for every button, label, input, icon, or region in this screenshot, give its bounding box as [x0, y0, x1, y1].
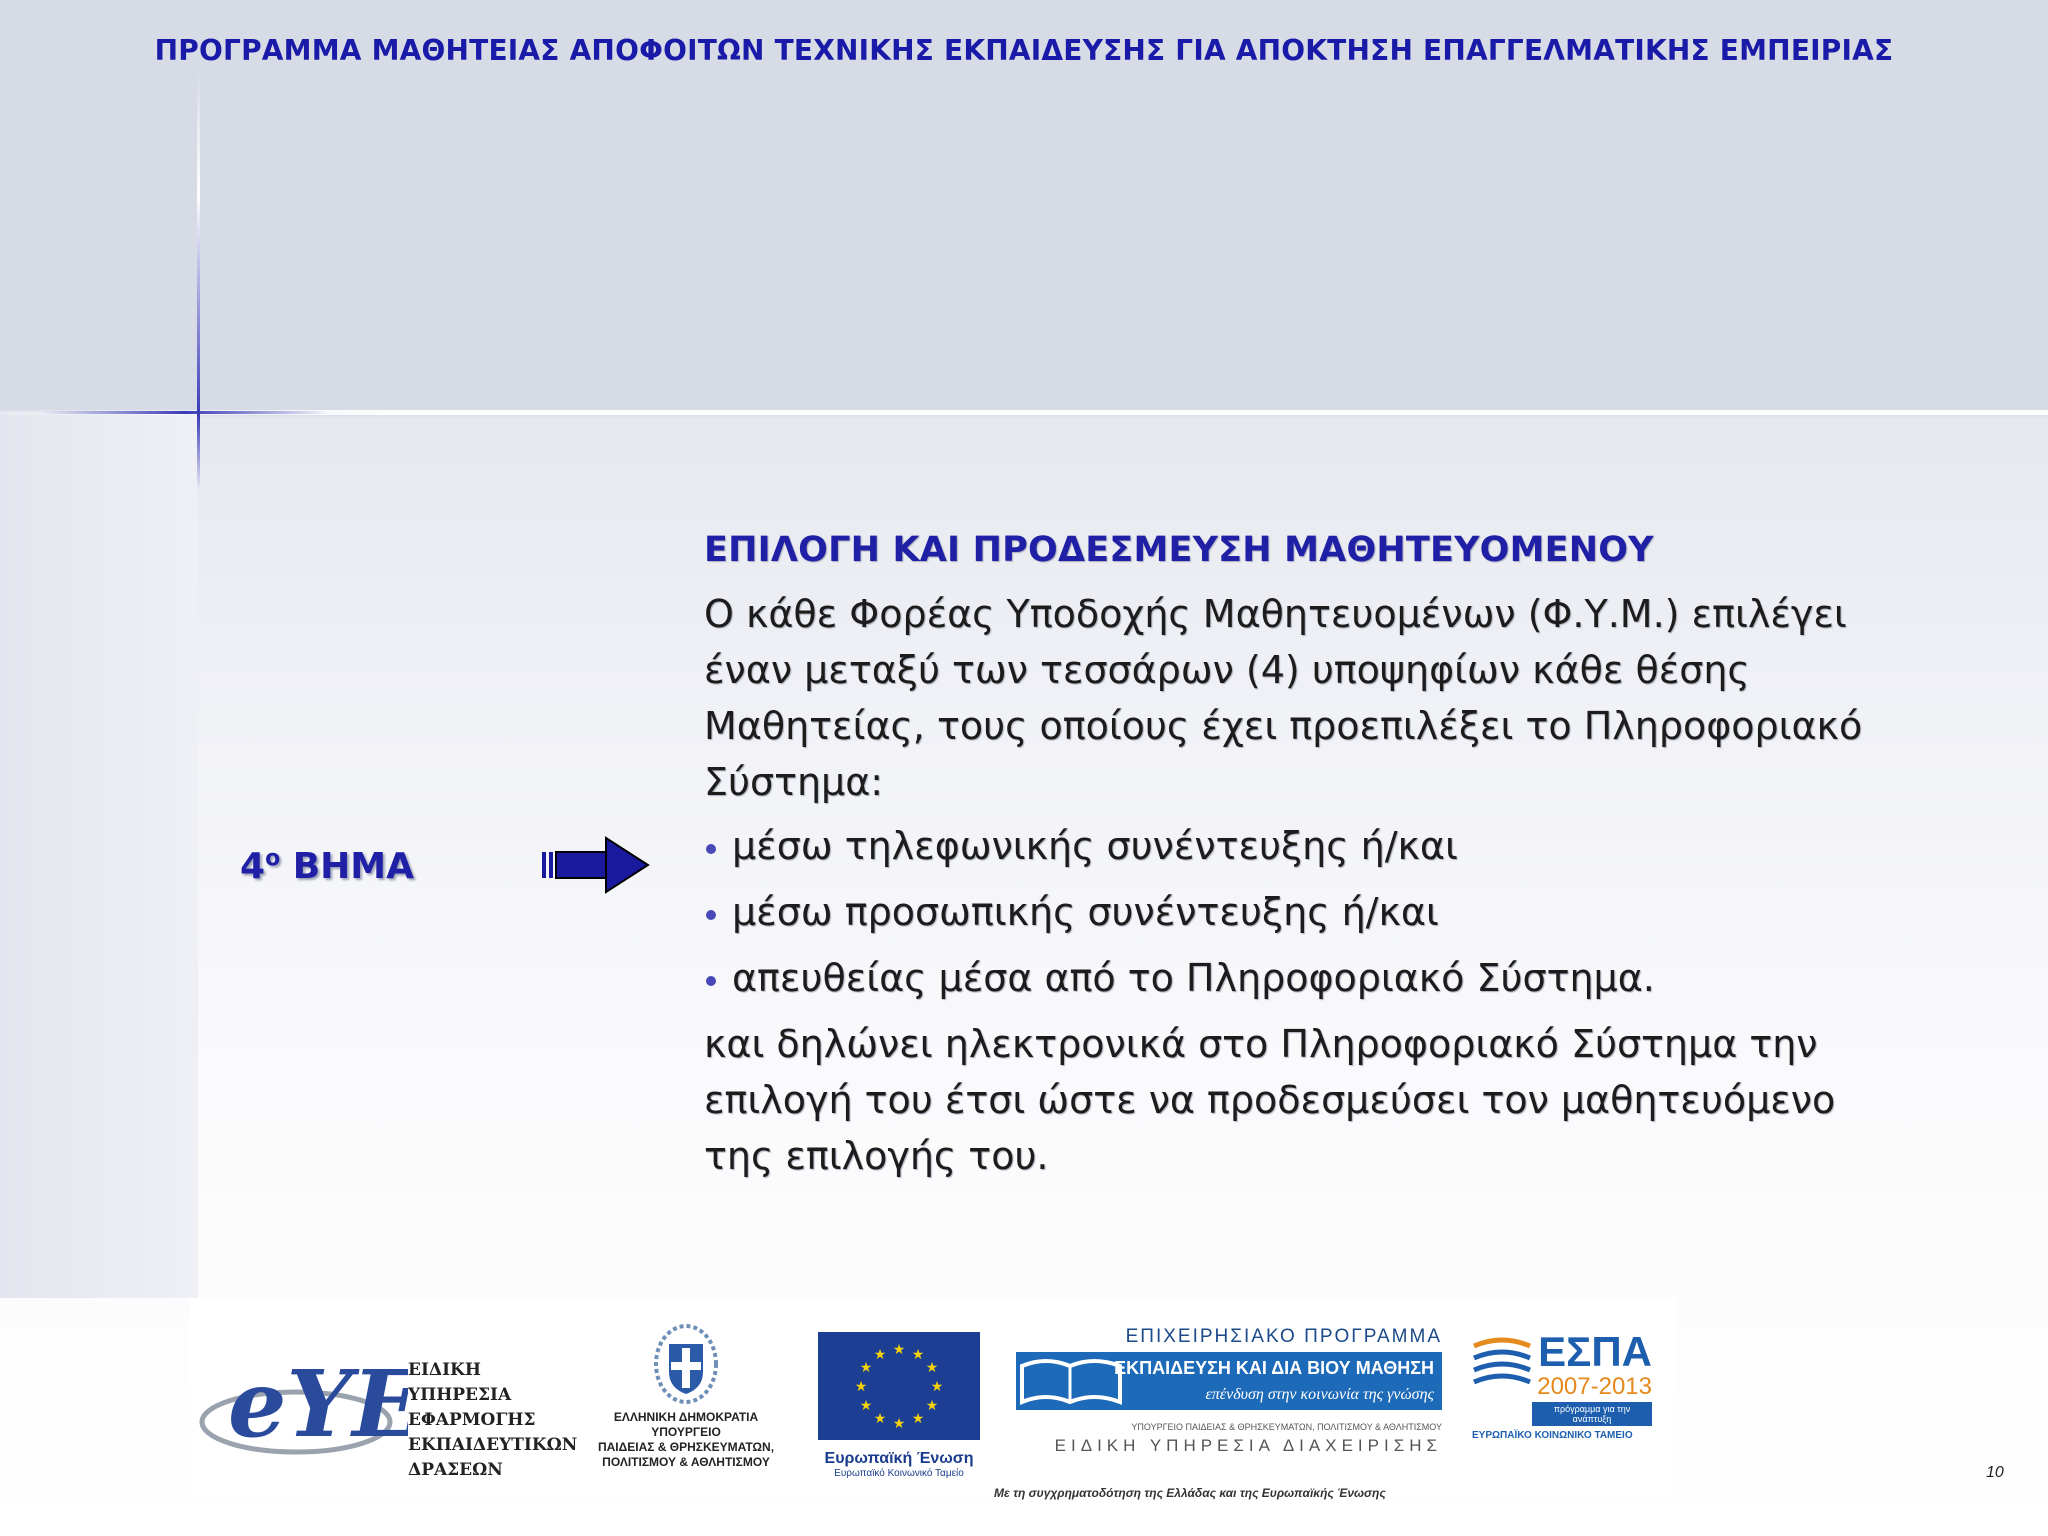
right-arrow-icon	[542, 836, 650, 900]
step-ordinal: ο	[265, 846, 281, 871]
list-item: μέσω προσωπικής συνέντευξης ή/και	[704, 884, 1904, 940]
espa-logo	[1472, 1330, 1652, 1441]
bullet-list	[704, 818, 1904, 1006]
operational-programme-logo	[1016, 1326, 1442, 1456]
step-label	[240, 846, 414, 887]
greek-state-line: ΕΛΛΗΝΙΚΗ ΔΗΜΟΚΡΑΤΙΑ	[613, 1410, 759, 1424]
svg-text:★: ★	[873, 1411, 887, 1427]
svg-text:★: ★	[854, 1379, 868, 1395]
page-number: 10	[1986, 1464, 2004, 1481]
content-intro: Ο κάθε Φορέας Υποδοχής Μαθητευομένων (Φ.Υ.Μ.) επιλέγει έναν μεταξύ των τεσσάρων (4) υποψηφίων κάθε θέσης Μαθητείας, τους οποίους έχει προεπιλέξει το Πληροφοριακό Σύστημα:	[704, 592, 1863, 804]
svg-text:★: ★	[911, 1411, 925, 1427]
greek-state-line: ΠΑΙΔΕΙΑΣ & ΘΡΗΣΚΕΥΜΑΤΩΝ,	[597, 1440, 775, 1454]
greek-state-text	[588, 1410, 784, 1470]
eye-line: ΕΙΔΙΚΗ	[408, 1360, 481, 1380]
espa-years: 2007-2013	[1537, 1373, 1652, 1400]
op-slogan: επένδυση στην κοινωνία της γνώσης	[1205, 1386, 1434, 1403]
svg-text:★: ★	[925, 1398, 939, 1414]
cofunding-note: Με τη συγχρηματοδότηση της Ελλάδας και της Ευρωπαϊκής Ένωσης	[994, 1486, 1386, 1500]
eu-label: Ευρωπαϊκή Ένωση	[824, 1450, 974, 1467]
svg-text:★: ★	[930, 1379, 944, 1395]
svg-text:★: ★	[925, 1360, 939, 1376]
eu-sublabel: Ευρωπαϊκό Κοινωνικό Ταμείο	[834, 1468, 964, 1479]
espa-title: ΕΣΠΑ	[1538, 1328, 1652, 1375]
eye-line: ΔΡΑΣΕΩΝ	[408, 1460, 503, 1480]
svg-text:★: ★	[892, 1416, 906, 1432]
svg-text:★: ★	[873, 1347, 887, 1363]
content-heading: ΕΠΙΛΟΓΗ ΚΑΙ ΠΡΟΔΕΣΜΕΥΣΗ ΜΑΘΗΤΕΥΟΜΕΝΟΥ	[704, 530, 1654, 570]
eye-logo-text	[408, 1358, 577, 1483]
programme-title: ΠΡΟΓΡΑΜΜΑ ΜΑΘΗΤΕΙΑΣ ΑΠΟΦΟΙΤΩΝ ΤΕΧΝΙΚΗΣ ΕΚΠΑΙΔΕΥΣΗΣ ΓΙΑ ΑΠΟΚΤΗΣΗ ΕΠΑΓΓΕΛΜΑΤΙΚΗΣ ΕΜΠΕΙΡΙΑΣ	[154, 34, 1894, 67]
eu-flag-icon	[818, 1332, 980, 1440]
svg-text:★: ★	[911, 1347, 925, 1363]
eye-logo	[198, 1336, 408, 1470]
decorative-star-vertical	[197, 70, 200, 490]
greek-state-logo	[588, 1322, 784, 1470]
eye-line: ΕΚΠΑΙΔΕΥΤΙΚΩΝ	[408, 1435, 578, 1455]
greek-state-line: ΥΠΟΥΡΓΕΙΟ	[651, 1425, 721, 1439]
list-item: μέσω τηλεφωνικής συνέντευξης ή/και	[704, 818, 1904, 874]
eu-logo	[818, 1332, 980, 1479]
op-name: ΕΚΠΑΙΔΕΥΣΗ ΚΑΙ ΔΙΑ ΒΙΟΥ ΜΑΘΗΣΗ	[1114, 1358, 1434, 1378]
step-content	[704, 522, 1904, 1184]
svg-text:★: ★	[892, 1342, 906, 1358]
list-item: απευθείας μέσα από το Πληροφοριακό Σύστημα.	[704, 950, 1904, 1006]
left-shade	[0, 412, 198, 1298]
eye-logo-mark: eYE	[228, 1350, 408, 1458]
svg-text:★: ★	[859, 1398, 873, 1414]
op-authority: ΕΙΔΙΚΗ ΥΠΗΡΕΣΙΑ ΔΙΑΧΕΙΡΙΣΗΣ	[1054, 1436, 1442, 1455]
step-number: 4	[240, 846, 266, 887]
espa-waves-icon	[1472, 1332, 1532, 1392]
svg-text:★: ★	[859, 1360, 873, 1376]
decorative-star-horizontal	[40, 411, 330, 414]
op-ministry: ΥΠΟΥΡΓΕΙΟ ΠΑΙΔΕΙΑΣ & ΘΡΗΣΚΕΥΜΑΤΩΝ, ΠΟΛΙΤΙΣΜΟΥ & ΑΘΛΗΤΙΣΜΟΥ	[1131, 1422, 1442, 1432]
sponsor-footer	[190, 1298, 1676, 1498]
espa-fund: ΕΥΡΩΠΑΪΚΟ ΚΟΙΝΩΝΙΚΟ ΤΑΜΕΙΟ	[1472, 1430, 1633, 1441]
op-title: ΕΠΙΧΕΙΡΗΣΙΑΚΟ ΠΡΟΓΡΑΜΜΑ	[1125, 1326, 1442, 1347]
greek-state-line: ΠΟΛΙΤΙΣΜΟΥ & ΑΘΛΗΤΙΣΜΟΥ	[602, 1455, 770, 1469]
book-icon	[1016, 1352, 1126, 1410]
espa-tagline: πρόγραμμα για την ανάπτυξη	[1532, 1402, 1652, 1426]
op-banner	[1016, 1352, 1442, 1410]
coat-of-arms-icon	[651, 1322, 721, 1406]
eye-line: ΕΦΑΡΜΟΓΗΣ	[408, 1410, 536, 1430]
content-outro: και δηλώνει ηλεκτρονικά στο Πληροφοριακό Σύστημα την επιλογή του έτσι ώστε να προδεσμεύσει τον μαθητευόμενο της επιλογής του.	[704, 1022, 1836, 1178]
step-word: ΒΗΜΑ	[292, 846, 414, 887]
eye-line: ΥΠΗΡΕΣΙΑ	[408, 1385, 512, 1405]
